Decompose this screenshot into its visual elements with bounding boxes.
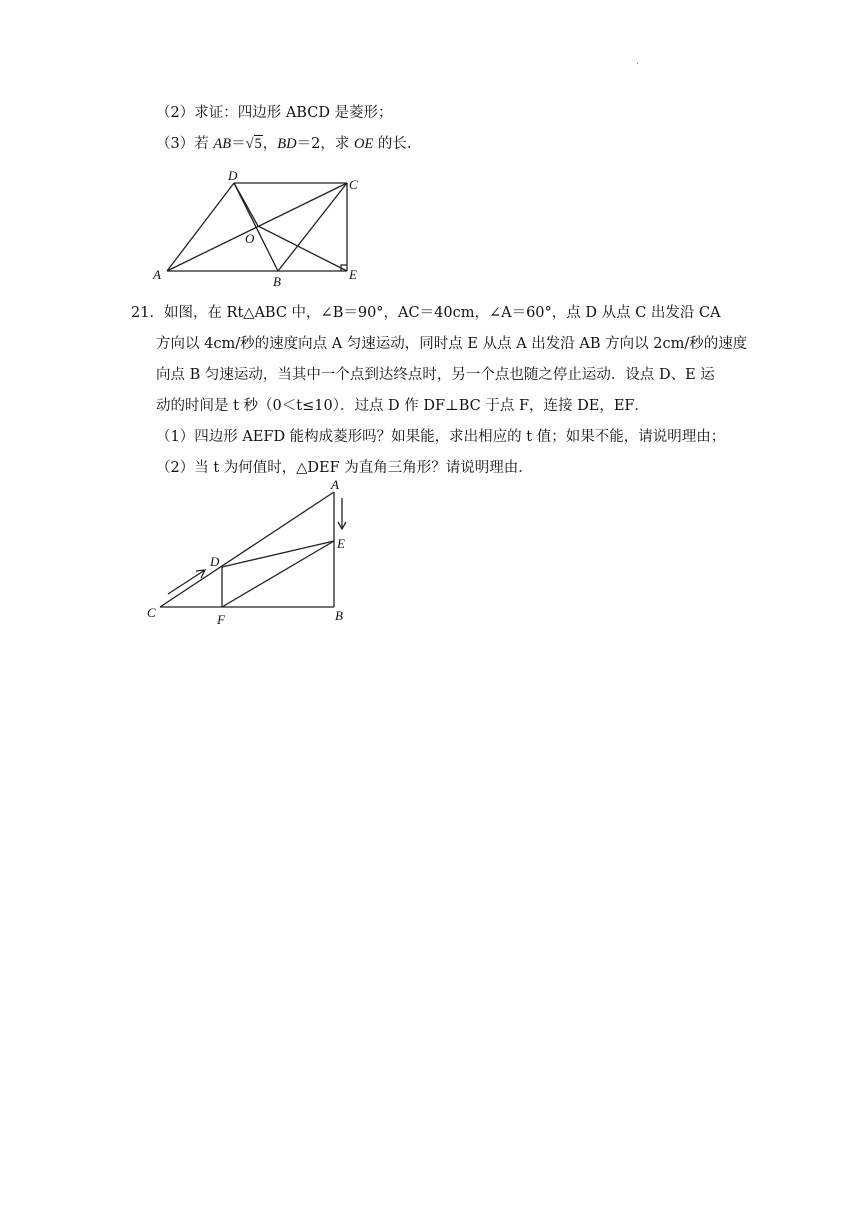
q21-sub1: （1）四边形 AEFD 能构成菱形吗？如果能，求出相应的 t 值；如果不能，请说明理由； [156,429,726,445]
label-F: F [217,612,225,627]
q21-line-4: 动的时间是 t 秒（0＜t≤10）．过点 D 作 DF⊥BC 于点 F，连接 DE，EF． [156,398,649,414]
label-B: B [335,608,343,623]
label-A: A [153,267,161,282]
label-D: D [228,168,238,183]
q21-sub2: （2）当 t 为何值时，△DEF 为直角三角形？请说明理由． [156,460,533,476]
label-O: O [245,231,255,246]
sqrt-five: √5 [245,136,262,152]
header-mark: . [636,56,640,67]
q20-part2: （2）求证：四边形 ABCD 是菱形； [156,105,393,121]
label-E: E [337,536,345,551]
q21-line-2: 方向以 4cm/秒的速度向点 A 匀速运动，同时点 E 从点 A 出发沿 AB 方向以 2cm/秒的速度 [156,336,748,352]
label-D: D [210,554,220,569]
q21-line-3: 向点 B 匀速运动，当其中一个点到达终点时，另一个点也随之停止运动．设点 D、E 运 [156,367,715,383]
label-C: C [349,177,358,192]
label-A: A [331,477,339,492]
label-B: B [273,274,281,289]
q21-line-1: 21．如图，在 Rt△ABC 中，∠B＝90°，AC＝40cm，∠A＝60°，点 D 从点 C 出发沿 CA [131,305,721,321]
label-C: C [147,605,156,620]
q20-part3: （3）若 AB＝√5，BD＝2，求 OE 的长. [156,136,412,152]
label-E: E [349,267,357,282]
